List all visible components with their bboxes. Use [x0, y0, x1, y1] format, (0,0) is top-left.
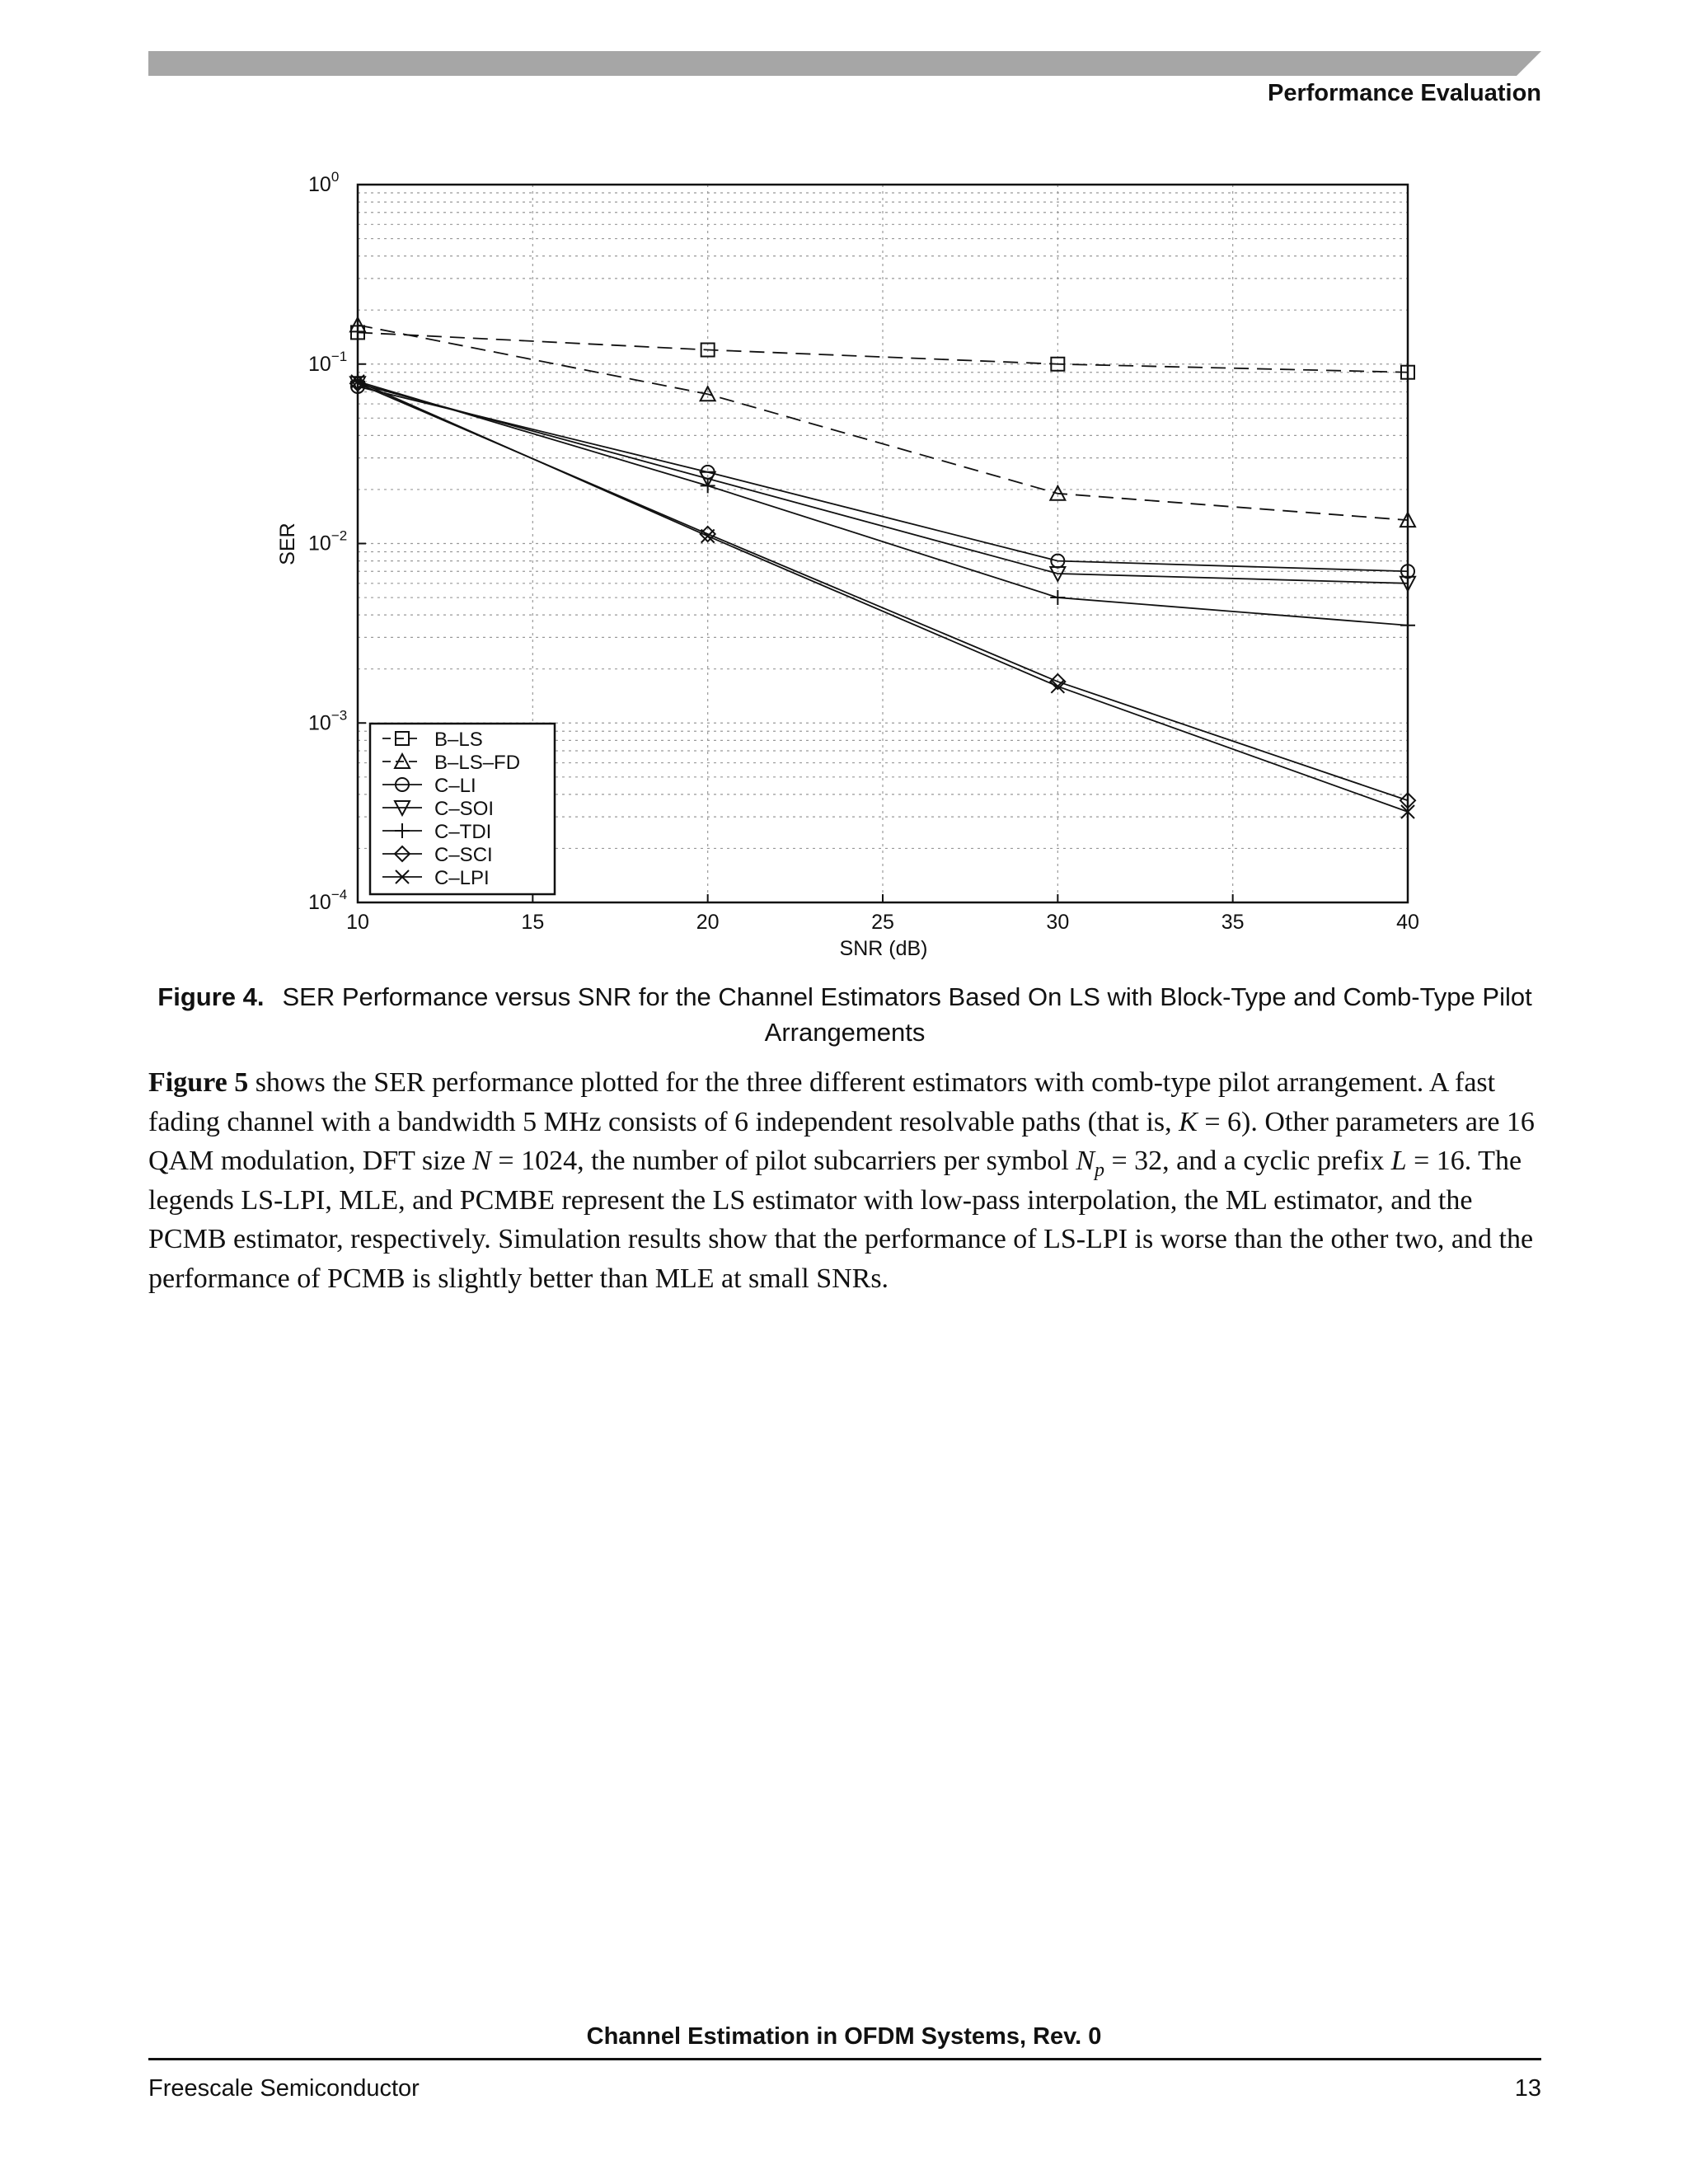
footer-rule — [148, 2058, 1541, 2060]
legend-label-3: C–SOI — [434, 798, 495, 820]
x-axis-label: SNR (dB) — [839, 937, 928, 960]
y-tick-label: $10^{-4}$ — [308, 887, 348, 914]
legend-label-6: C–LPI — [434, 867, 490, 889]
caption-label: Figure 4. — [157, 982, 265, 1011]
legend-label-4: C–TDI — [434, 821, 492, 843]
y-tick-label: $10^{-1}$ — [308, 348, 348, 376]
body-text-2: = 6). Other parameters are 16 QAM modulation, DFT size — [148, 1106, 1535, 1176]
x-tick-label: 25 — [871, 911, 894, 934]
y-tick-label: $10^0$ — [308, 169, 340, 196]
legend-label-5: C–SCI — [434, 844, 493, 866]
x-tick-label: 35 — [1221, 911, 1245, 934]
y-tick-label: $10^{-2}$ — [308, 527, 348, 555]
x-tick-label: 30 — [1046, 911, 1070, 934]
var-l: L — [1390, 1146, 1407, 1176]
chart-legend — [370, 724, 555, 894]
x-tick-label: 20 — [696, 911, 720, 934]
body-paragraph — [148, 1063, 1541, 1298]
legend-label-1: B–LS–FD — [434, 752, 521, 774]
body-text-5: = 16. The legends LS-LPI, MLE, and PCMBE represent the LS estimator with low-pass interpolation, the ML estimator, and the PCMB estimator, respectively. Simulation results show that the performance of LS-LPI is worse than the other two, and the performance of PCMB is slightly better than MLE at small SNRs. — [148, 1146, 1534, 1294]
body-text-3: = 1024, the number of pilot subcarriers per symbol — [490, 1146, 1076, 1176]
ser-vs-snr-chart — [0, 0, 1688, 972]
caption-text: SER Performance versus SNR for the Channel Estimators Based On LS with Block-Type and Comb-Type Pilot Arrangements — [282, 982, 1532, 1047]
footer-company: Freescale Semiconductor — [148, 2075, 420, 2102]
var-n: N — [472, 1146, 491, 1176]
figure-caption — [148, 979, 1541, 1050]
x-tick-label: 40 — [1396, 911, 1419, 934]
var-np: N — [1076, 1146, 1095, 1176]
var-np-subscript: p — [1095, 1159, 1104, 1181]
legend-label-2: C–LI — [434, 775, 476, 797]
page-number: 13 — [1514, 2075, 1541, 2102]
x-tick-label: 15 — [521, 911, 545, 934]
y-tick-label: $10^{-3}$ — [308, 707, 348, 735]
footer-document-title: Channel Estimation in OFDM Systems, Rev. 0 — [586, 2023, 1102, 2050]
var-k: K — [1179, 1106, 1198, 1137]
y-axis-label: SER — [276, 523, 299, 565]
body-text-4: = 32, and a cyclic prefix — [1104, 1146, 1391, 1176]
figure-reference: Figure 5 — [148, 1067, 249, 1098]
body-text-1: shows the SER performance plotted for the three different estimators with comb-type pilot arrangement. A fast fading channel with a bandwidth 5 MHz consists of 6 independent resolvable paths (that is, — [148, 1067, 1496, 1137]
legend-label-0: B–LS — [434, 729, 483, 751]
x-tick-label: 10 — [346, 911, 369, 934]
header-section-title: Performance Evaluation — [1268, 80, 1541, 106]
data-point-4-3 — [1400, 618, 1415, 633]
data-point-4-2 — [1050, 590, 1065, 605]
